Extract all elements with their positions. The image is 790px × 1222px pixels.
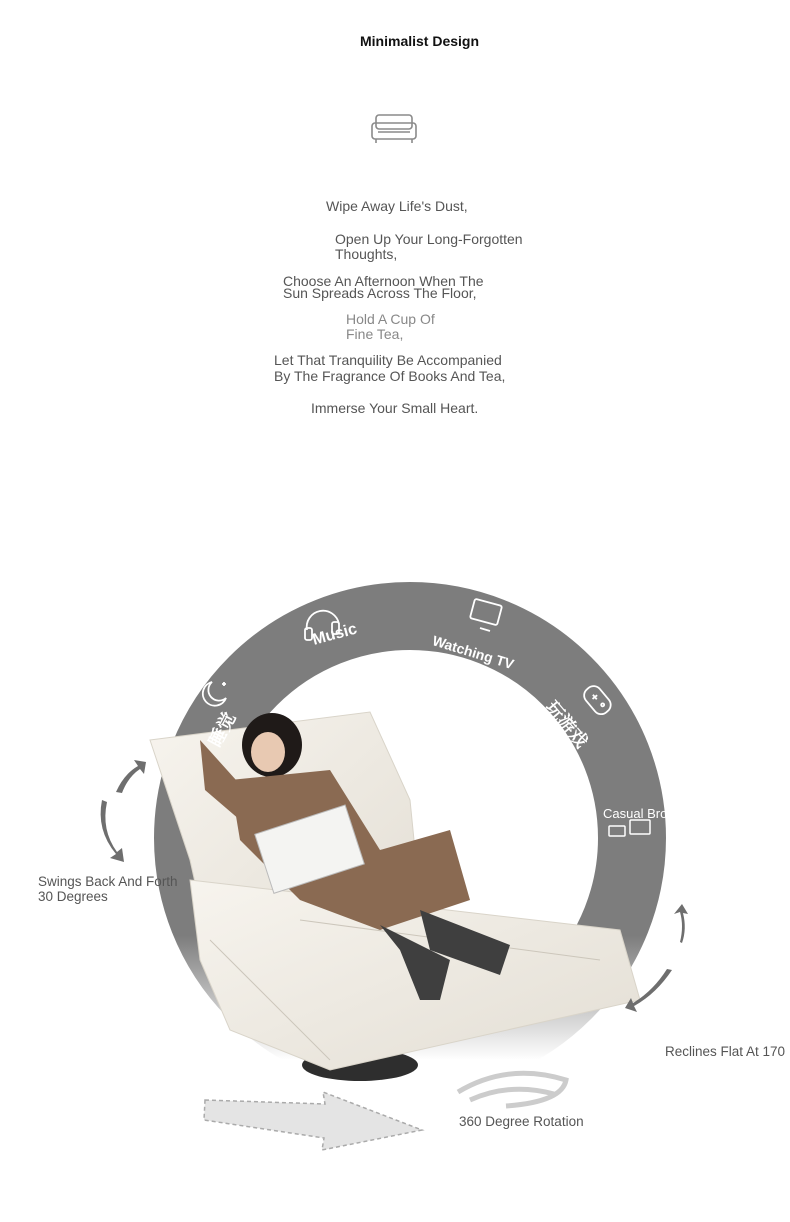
- swing-caption: Swings Back And Forth 30 Degrees: [38, 874, 178, 904]
- rotation-arrow-icon: [204, 1092, 422, 1150]
- sofa-icon: [370, 112, 418, 144]
- section-title: Minimalist Design: [360, 33, 480, 49]
- swing-arrow-icon: [101, 760, 146, 862]
- poem-line-1: Wipe Away Life's Dust,: [326, 198, 468, 214]
- ring-label-gaming: 玩游戏: [541, 697, 592, 752]
- ring-label-music: Music: [310, 620, 359, 649]
- ring-label-watching-tv: Watching TV: [430, 632, 516, 673]
- rotation-caption: 360 Degree Rotation: [459, 1114, 584, 1129]
- poem-line-4: Hold A Cup Of Fine Tea,: [346, 311, 435, 342]
- poem-line-5: Let That Tranquility Be Accompanied By The Fragrance Of Books And Tea,: [274, 352, 506, 384]
- ring-label-casual-browsing: Casual Browsing: [603, 806, 701, 821]
- recline-caption: Reclines Flat At 170: [665, 1044, 786, 1059]
- poem-line-3: Choose An Afternoon When The Sun Spreads Across The Floor,: [283, 273, 484, 301]
- poem-line-2: Open Up Your Long-Forgotten Thoughts,: [335, 231, 523, 262]
- ring-label-sleeping: 睡觉: [205, 708, 240, 751]
- poem-line-6: Immerse Your Small Heart.: [311, 400, 479, 416]
